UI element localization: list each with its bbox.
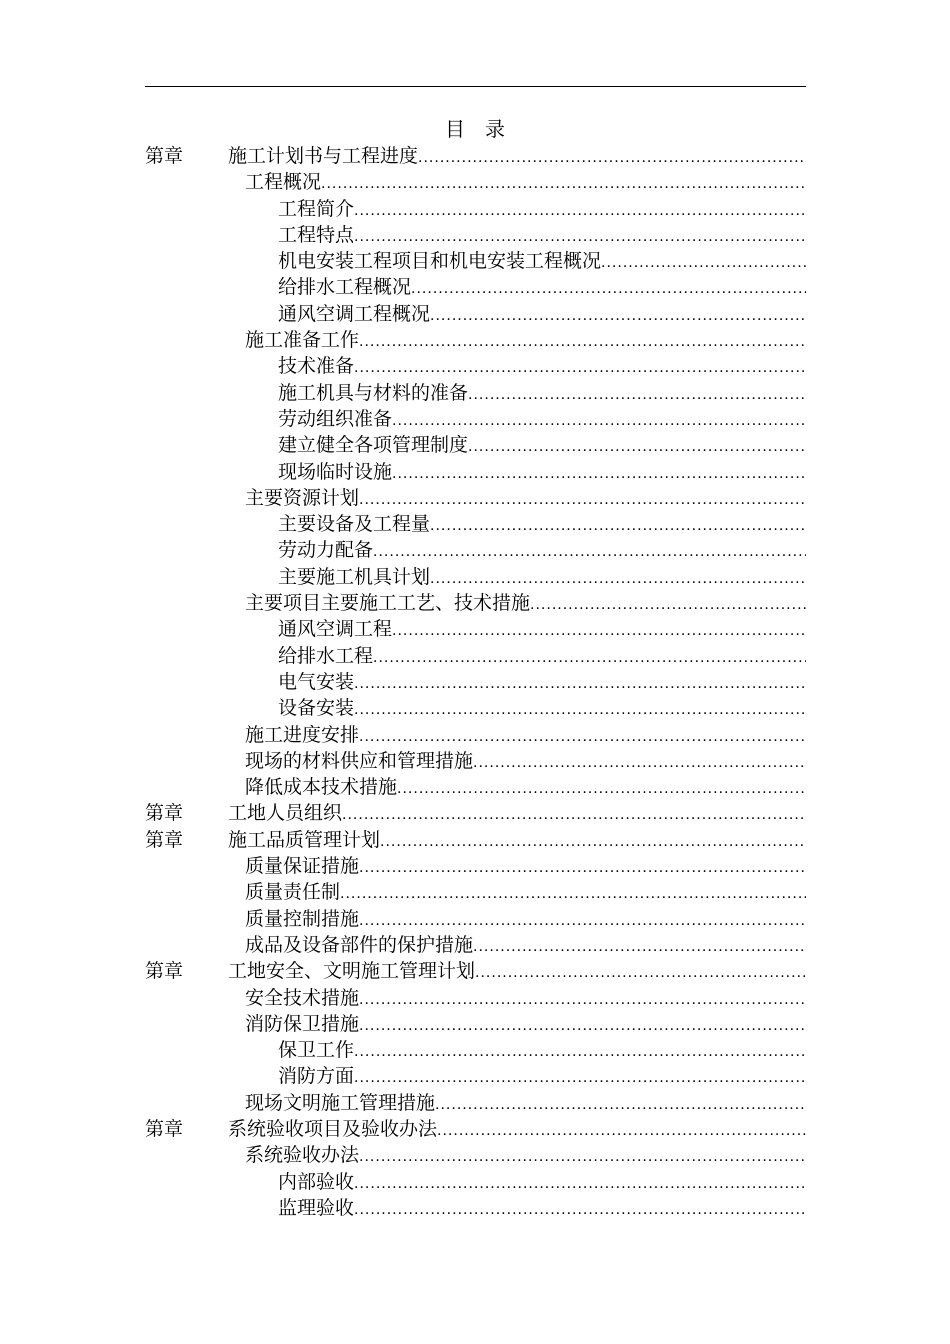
chapter-prefix: 第章 [145,1117,184,1140]
toc-entry-level-3[interactable] [145,274,806,300]
toc-entry-title: 机电安装工程项目和机电安装工程概况 [278,250,602,273]
toc-entry-level-3[interactable] [145,353,806,379]
toc-entry-level-2[interactable] [145,985,806,1011]
toc-entry-level-1[interactable] [145,827,806,853]
toc-entry-title: 质量控制措施 [245,907,360,930]
dot-leader [397,776,806,802]
dot-leader [437,1118,806,1144]
header-rule [145,86,806,87]
toc-entry-level-2[interactable] [145,748,806,774]
toc-entry-level-3[interactable] [145,564,806,590]
toc-entry-title: 工程特点 [278,223,355,246]
toc-entry-level-3[interactable] [145,511,806,537]
toc-entry-title: 电气安装 [278,670,355,693]
toc-entry-title: 设备安装 [278,697,355,720]
toc-entry-level-2[interactable] [145,485,806,511]
toc-entry-level-3[interactable] [145,1169,806,1195]
toc-entry-level-2[interactable] [145,1142,806,1168]
toc-entry-title: 内部验收 [278,1170,355,1193]
toc-entry-title: 施工机具与材料的准备 [278,381,469,404]
toc-entry-level-2[interactable] [145,1011,806,1037]
toc-entry-title: 给排水工程 [278,644,374,667]
toc-entry-level-2[interactable] [145,932,806,958]
dot-leader [359,724,806,750]
toc-entry-level-2[interactable] [145,169,806,195]
toc-entry-title: 给排水工程概况 [278,276,412,299]
toc-entry-level-3[interactable] [145,459,806,485]
toc-entry-level-3[interactable] [145,301,806,327]
dot-leader [354,671,806,697]
toc-entry-level-3[interactable] [145,1063,806,1089]
toc-entry-level-2[interactable] [145,590,806,616]
toc-entry-level-3[interactable] [145,196,806,222]
toc-entry-title: 工程简介 [278,197,355,220]
toc-entry-title: 安全技术措施 [245,986,360,1009]
dot-leader [359,329,806,355]
dot-leader [342,802,806,828]
toc-entry-level-1[interactable] [145,800,806,826]
toc-entry-level-3[interactable] [145,1195,806,1221]
toc-entry-title: 通风空调工程概况 [278,302,431,325]
toc-entry-title: 成品及设备部件的保护措施 [245,933,474,956]
dot-leader [359,1013,806,1039]
toc-entry-title: 技术准备 [278,355,355,378]
toc-entry-level-3[interactable] [145,432,806,458]
dot-leader [359,908,806,934]
toc-entry-level-3[interactable] [145,669,806,695]
toc-entry-level-2[interactable] [145,327,806,353]
toc-entry-title: 施工计划书与工程进度 [228,145,419,167]
toc-entry-level-1[interactable] [145,958,806,984]
dot-leader [530,592,806,618]
toc-entry-level-1[interactable] [145,1116,806,1142]
toc-entry-level-3[interactable] [145,406,806,432]
toc-entry-title: 主要资源计划 [245,486,360,509]
toc-entry-level-3[interactable] [145,616,806,642]
toc-entry-title: 消防保卫措施 [245,1012,360,1035]
dot-leader [354,1039,806,1065]
toc-entry-title: 现场临时设施 [278,460,393,483]
toc-entry-level-2[interactable] [145,906,806,932]
toc-entry-level-2[interactable] [145,879,806,905]
toc-entry-title: 消防方面 [278,1065,355,1088]
dot-leader [430,566,806,592]
toc-entry-level-2[interactable] [145,853,806,879]
toc-entry-level-3[interactable] [145,1037,806,1063]
dot-leader [354,224,806,250]
toc-entry-title: 监理验收 [278,1196,355,1219]
toc-entry-title: 现场的材料供应和管理措施 [245,749,474,772]
dot-leader [354,355,806,381]
toc-entry-title: 主要施工机具计划 [278,565,431,588]
toc-entry-title: 劳动组织准备 [278,407,393,430]
dot-leader [373,539,806,565]
toc-title: 目 录 [445,117,505,141]
chapter-prefix: 第章 [145,802,184,825]
dot-leader [475,960,806,986]
toc-entry-title: 建立健全各项管理制度 [278,434,469,457]
toc-entry-title: 施工进度安排 [245,723,360,746]
dot-leader [359,1144,806,1170]
toc-entry-title: 质量保证措施 [245,855,360,878]
toc-entry-title: 施工准备工作 [245,329,360,352]
toc-entry-level-3[interactable] [145,695,806,721]
dot-leader [380,829,806,855]
toc-entry-title: 工程概况 [245,171,322,194]
dot-leader [340,881,806,907]
toc-entry-title: 主要项目主要施工工艺、技术措施 [245,592,531,615]
dot-leader [354,1197,806,1223]
dot-leader [418,145,806,171]
toc-entry-title: 工地人员组织 [228,802,343,825]
dot-leader [468,434,806,460]
table-of-contents [145,143,806,1221]
toc-entry-level-2[interactable] [145,774,806,800]
toc-entry-title: 主要设备及工程量 [278,513,431,536]
toc-entry-title: 劳动力配备 [278,539,374,562]
chapter-prefix: 第章 [145,145,184,167]
toc-entry-level-2[interactable] [145,722,806,748]
dot-leader [354,198,806,224]
dot-leader [473,750,806,776]
dot-leader [359,855,806,881]
toc-entry-level-2[interactable] [145,1090,806,1116]
toc-entry-level-3[interactable] [145,537,806,563]
toc-entry-level-1[interactable] [145,143,806,169]
toc-entry-title: 通风空调工程 [278,618,393,641]
toc-entry-title: 工地安全、文明施工管理计划 [228,960,476,983]
chapter-prefix: 第章 [145,828,184,851]
toc-entry-title: 系统验收项目及验收办法 [228,1117,438,1140]
toc-entry-level-3[interactable] [145,248,806,274]
dot-leader [392,618,806,644]
dot-leader [359,987,806,1013]
toc-entry-level-3[interactable] [145,380,806,406]
toc-entry-level-3[interactable] [145,643,806,669]
toc-entry-title: 保卫工作 [278,1039,355,1062]
dot-leader [359,487,806,513]
dot-leader [468,382,806,408]
toc-entry-title: 现场文明施工管理措施 [245,1091,436,1114]
toc-entry-title: 质量责任制 [245,881,341,904]
dot-leader [430,303,806,329]
dot-leader [354,1065,806,1091]
toc-entry-title: 系统验收办法 [245,1144,360,1167]
dot-leader [473,934,806,960]
toc-entry-title: 施工品质管理计划 [228,828,381,851]
dot-leader [435,1092,806,1118]
dot-leader [354,1171,806,1197]
dot-leader [392,408,806,434]
dot-leader [430,513,806,539]
dot-leader [601,250,806,276]
dot-leader [354,697,806,723]
dot-leader [373,645,806,671]
dot-leader [411,276,806,302]
toc-entry-title: 降低成本技术措施 [245,776,398,799]
dot-leader [392,461,806,487]
dot-leader [321,171,806,197]
toc-entry-level-3[interactable] [145,222,806,248]
chapter-prefix: 第章 [145,960,184,983]
